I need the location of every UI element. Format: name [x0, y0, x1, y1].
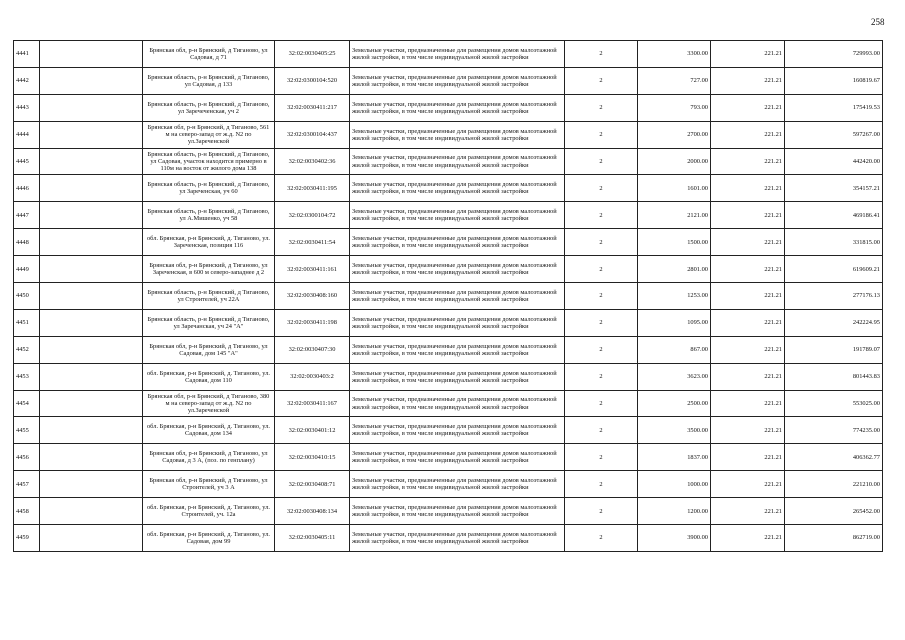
empty-cell: [40, 444, 143, 471]
table-row: [14, 363, 883, 390]
category-cell: 2: [565, 471, 638, 498]
row-number: 4458: [14, 498, 40, 525]
cadastral-value-cell: 221210.00: [785, 471, 883, 498]
rate-cell: 221.21: [711, 417, 785, 444]
row-number: 4453: [14, 363, 40, 390]
cadastral-value-cell: 774235.00: [785, 417, 883, 444]
area-cell: 727.00: [638, 67, 711, 94]
permitted-use-cell: Земельные участки, предназначенные для размещения домов малоэтажной жилой застройки, в том числе индивидуальной жилой застройки: [350, 283, 565, 310]
address-cell: Брянская обл, р-н Брянский, д Тиганово, ул Садовая, д 3 А, (поз. по генплану): [143, 444, 275, 471]
empty-cell: [40, 309, 143, 336]
empty-cell: [40, 256, 143, 283]
category-cell: 2: [565, 444, 638, 471]
empty-cell: [40, 121, 143, 148]
address-cell: Брянская обл, р-н Брянский, д Тиганово, 380 м на северо-запад от ж.д. N2 по ул.Зареченской: [143, 390, 275, 417]
area-cell: 3300.00: [638, 41, 711, 68]
row-number: 4459: [14, 525, 40, 552]
address-cell: Брянская обл, р-н Брянский, д Тиганово, 561 м на северо-запад от ж.д. N2 по ул.Зареченской: [143, 121, 275, 148]
cadastral-value-cell: 469186.41: [785, 202, 883, 229]
table-row: [14, 148, 883, 175]
table-row: [14, 309, 883, 336]
permitted-use-cell: Земельные участки, предназначенные для размещения домов малоэтажной жилой застройки, в том числе индивидуальной жилой застройки: [350, 525, 565, 552]
empty-cell: [40, 417, 143, 444]
empty-cell: [40, 283, 143, 310]
cadastral-number-cell: 32:02:0030405:25: [275, 41, 350, 68]
area-cell: 3623.00: [638, 363, 711, 390]
row-number: 4448: [14, 229, 40, 256]
empty-cell: [40, 148, 143, 175]
cadastral-value-cell: 175419.53: [785, 94, 883, 121]
table-row: [14, 94, 883, 121]
cadastral-number-cell: 32:02:0030401:12: [275, 417, 350, 444]
table-row: [14, 41, 883, 68]
row-number: 4442: [14, 67, 40, 94]
area-cell: 2700.00: [638, 121, 711, 148]
permitted-use-cell: Земельные участки, предназначенные для размещения домов малоэтажной жилой застройки, в том числе индивидуальной жилой застройки: [350, 67, 565, 94]
empty-cell: [40, 94, 143, 121]
rate-cell: 221.21: [711, 148, 785, 175]
cadastral-value-cell: 729993.00: [785, 41, 883, 68]
table-row: [14, 121, 883, 148]
row-number: 4449: [14, 256, 40, 283]
area-cell: 3900.00: [638, 525, 711, 552]
row-number: 4443: [14, 94, 40, 121]
area-cell: 2000.00: [638, 148, 711, 175]
rate-cell: 221.21: [711, 471, 785, 498]
rate-cell: 221.21: [711, 121, 785, 148]
cadastral-value-cell: 331815.00: [785, 229, 883, 256]
table-row: [14, 175, 883, 202]
category-cell: 2: [565, 336, 638, 363]
empty-cell: [40, 336, 143, 363]
table-row: [14, 283, 883, 310]
cadastral-number-cell: 32:02:0030411:198: [275, 309, 350, 336]
permitted-use-cell: Земельные участки, предназначенные для размещения домов малоэтажной жилой застройки, в том числе индивидуальной жилой застройки: [350, 471, 565, 498]
empty-cell: [40, 229, 143, 256]
area-cell: 1000.00: [638, 471, 711, 498]
category-cell: 2: [565, 309, 638, 336]
address-cell: Брянская область, р-н Брянский, д Тиганово, ул Строителей, уч 22А: [143, 283, 275, 310]
cadastral-number-cell: 32:02:0030408:160: [275, 283, 350, 310]
cadastral-number-cell: 32:02:0030411:54: [275, 229, 350, 256]
cadastral-number-cell: 32:02:0030403:2: [275, 363, 350, 390]
table-row: [14, 444, 883, 471]
permitted-use-cell: Земельные участки, предназначенные для размещения домов малоэтажной жилой застройки, в том числе индивидуальной жилой застройки: [350, 94, 565, 121]
area-cell: 2500.00: [638, 390, 711, 417]
row-number: 4447: [14, 202, 40, 229]
address-cell: обл. Брянская, р-н Брянский, д. Тиганово, ул. Зареченская, позиция 116: [143, 229, 275, 256]
permitted-use-cell: Земельные участки, предназначенные для размещения домов малоэтажной жилой застройки, в том числе индивидуальной жилой застройки: [350, 41, 565, 68]
address-cell: Брянская область, р-н Брянский, д Тиганово, ул Заречеченская, уч 2: [143, 94, 275, 121]
cadastral-number-cell: 32:02:0030407:30: [275, 336, 350, 363]
rate-cell: 221.21: [711, 336, 785, 363]
table-row: [14, 471, 883, 498]
row-number: 4450: [14, 283, 40, 310]
empty-cell: [40, 471, 143, 498]
permitted-use-cell: Земельные участки, предназначенные для размещения домов малоэтажной жилой застройки, в том числе индивидуальной жилой застройки: [350, 121, 565, 148]
area-cell: 1200.00: [638, 498, 711, 525]
permitted-use-cell: Земельные участки, предназначенные для размещения домов малоэтажной жилой застройки, в том числе индивидуальной жилой застройки: [350, 229, 565, 256]
cadastral-value-cell: 265452.00: [785, 498, 883, 525]
permitted-use-cell: Земельные участки, предназначенные для размещения домов малоэтажной жилой застройки, в том числе индивидуальной жилой застройки: [350, 202, 565, 229]
category-cell: 2: [565, 229, 638, 256]
address-cell: Брянская область, р-н Брянский, д Тиганово, ул Заречанская, уч 24 "А": [143, 309, 275, 336]
cadastral-number-cell: 32:02:0300104:437: [275, 121, 350, 148]
area-cell: 1837.00: [638, 444, 711, 471]
cadastral-value-cell: 801443.83: [785, 363, 883, 390]
area-cell: 3500.00: [638, 417, 711, 444]
area-cell: 867.00: [638, 336, 711, 363]
address-cell: Брянская область, р-н Брянский, д Тиганово, ул Садовая, д 133: [143, 67, 275, 94]
cadastral-number-cell: 32:02:0030405:11: [275, 525, 350, 552]
empty-cell: [40, 525, 143, 552]
address-cell: Брянская область, р-н Брянский, д Тиганово, ул А.Мишенко, уч 58: [143, 202, 275, 229]
rate-cell: 221.21: [711, 41, 785, 68]
cadastral-value-table: [13, 40, 883, 552]
category-cell: 2: [565, 498, 638, 525]
empty-cell: [40, 498, 143, 525]
address-cell: Брянская обл, р-н Брянский, д Тиганово, ул Садовая, д 71: [143, 41, 275, 68]
cadastral-value-cell: 191789.07: [785, 336, 883, 363]
cadastral-value-cell: 406362.77: [785, 444, 883, 471]
permitted-use-cell: Земельные участки, предназначенные для размещения домов малоэтажной жилой застройки, в том числе индивидуальной жилой застройки: [350, 256, 565, 283]
table-row: [14, 229, 883, 256]
address-cell: Брянская обл, р-н Брянский, д Тиганово, ул Зареченская, в 600 м северо-западнее д 2: [143, 256, 275, 283]
table-row: [14, 417, 883, 444]
rate-cell: 221.21: [711, 202, 785, 229]
address-cell: обл. Брянская, р-н Брянский, д. Тиганово, ул. Садовая, дом 134: [143, 417, 275, 444]
cadastral-number-cell: 32:02:0030411:167: [275, 390, 350, 417]
cadastral-number-cell: 32:02:0030408:134: [275, 498, 350, 525]
row-number: 4445: [14, 148, 40, 175]
table-row: [14, 525, 883, 552]
rate-cell: 221.21: [711, 525, 785, 552]
rate-cell: 221.21: [711, 256, 785, 283]
rate-cell: 221.21: [711, 498, 785, 525]
address-cell: обл. Брянская, р-н Брянский, д. Тиганово, ул. Садовая, дом 99: [143, 525, 275, 552]
empty-cell: [40, 41, 143, 68]
address-cell: обл. Брянская, р-н Брянский, д. Тиганово, ул. Садовая, дом 110: [143, 363, 275, 390]
category-cell: 2: [565, 283, 638, 310]
page-number: 258: [871, 17, 885, 27]
rate-cell: 221.21: [711, 283, 785, 310]
address-cell: Брянская обл, р-н Брянский, д Тиганово, ул Садовая, дом 145 "А": [143, 336, 275, 363]
category-cell: 2: [565, 148, 638, 175]
cadastral-value-cell: 553025.00: [785, 390, 883, 417]
category-cell: 2: [565, 175, 638, 202]
rate-cell: 221.21: [711, 67, 785, 94]
permitted-use-cell: Земельные участки, предназначенные для размещения домов малоэтажной жилой застройки, в том числе индивидуальной жилой застройки: [350, 444, 565, 471]
cadastral-number-cell: 32:02:0030402:36: [275, 148, 350, 175]
category-cell: 2: [565, 417, 638, 444]
cadastral-value-cell: 354157.21: [785, 175, 883, 202]
permitted-use-cell: Земельные участки, предназначенные для размещения домов малоэтажной жилой застройки, в том числе индивидуальной жилой застройки: [350, 309, 565, 336]
permitted-use-cell: Земельные участки, предназначенные для размещения домов малоэтажной жилой застройки, в том числе индивидуальной жилой застройки: [350, 417, 565, 444]
category-cell: 2: [565, 525, 638, 552]
empty-cell: [40, 363, 143, 390]
permitted-use-cell: Земельные участки, предназначенные для размещения домов малоэтажной жилой застройки, в том числе индивидуальной жилой застройки: [350, 363, 565, 390]
permitted-use-cell: Земельные участки, предназначенные для размещения домов малоэтажной жилой застройки, в том числе индивидуальной жилой застройки: [350, 336, 565, 363]
cadastral-number-cell: 32:02:0030410:15: [275, 444, 350, 471]
address-cell: Брянская область, р-н Брянский, д Тиганово, ул Садовая, участок находится примерно в 110м на восток от жилого дома 138: [143, 148, 275, 175]
permitted-use-cell: Земельные участки, предназначенные для размещения домов малоэтажной жилой застройки, в том числе индивидуальной жилой застройки: [350, 498, 565, 525]
table-row: [14, 202, 883, 229]
empty-cell: [40, 390, 143, 417]
address-cell: Брянская обл, р-н Брянский, д Тиганово, ул Строителей, уч 3 А: [143, 471, 275, 498]
rate-cell: 221.21: [711, 229, 785, 256]
table-body: [14, 41, 883, 552]
row-number: 4441: [14, 41, 40, 68]
row-number: 4457: [14, 471, 40, 498]
row-number: 4456: [14, 444, 40, 471]
cadastral-value-cell: 160819.67: [785, 67, 883, 94]
rate-cell: 221.21: [711, 175, 785, 202]
table-row: [14, 498, 883, 525]
area-cell: 2121.00: [638, 202, 711, 229]
cadastral-number-cell: 32:02:0300104:520: [275, 67, 350, 94]
category-cell: 2: [565, 363, 638, 390]
category-cell: 2: [565, 121, 638, 148]
area-cell: 1601.00: [638, 175, 711, 202]
table-row: [14, 390, 883, 417]
address-cell: Брянская область, р-н Брянский, д Тиганово, ул Зареченская, уч 60: [143, 175, 275, 202]
area-cell: 1095.00: [638, 309, 711, 336]
rate-cell: 221.21: [711, 309, 785, 336]
cadastral-value-cell: 862719.00: [785, 525, 883, 552]
table-row: [14, 67, 883, 94]
table-row: [14, 256, 883, 283]
category-cell: 2: [565, 390, 638, 417]
row-number: 4454: [14, 390, 40, 417]
empty-cell: [40, 202, 143, 229]
row-number: 4455: [14, 417, 40, 444]
row-number: 4451: [14, 309, 40, 336]
cadastral-value-cell: 242224.95: [785, 309, 883, 336]
area-cell: 2801.00: [638, 256, 711, 283]
rate-cell: 221.21: [711, 94, 785, 121]
category-cell: 2: [565, 94, 638, 121]
table-row: [14, 336, 883, 363]
permitted-use-cell: Земельные участки, предназначенные для размещения домов малоэтажной жилой застройки, в том числе индивидуальной жилой застройки: [350, 390, 565, 417]
row-number: 4446: [14, 175, 40, 202]
empty-cell: [40, 67, 143, 94]
cadastral-number-cell: 32:02:0300104:72: [275, 202, 350, 229]
cadastral-number-cell: 32:02:0030411:161: [275, 256, 350, 283]
row-number: 4452: [14, 336, 40, 363]
cadastral-value-cell: 597267.00: [785, 121, 883, 148]
empty-cell: [40, 175, 143, 202]
category-cell: 2: [565, 67, 638, 94]
address-cell: обл. Брянская, р-н Брянский, д. Тиганово, ул. Строителей, уч. 12а: [143, 498, 275, 525]
category-cell: 2: [565, 256, 638, 283]
category-cell: 2: [565, 41, 638, 68]
area-cell: 1253.00: [638, 283, 711, 310]
area-cell: 1500.00: [638, 229, 711, 256]
rate-cell: 221.21: [711, 390, 785, 417]
cadastral-number-cell: 32:02:0030411:217: [275, 94, 350, 121]
rate-cell: 221.21: [711, 363, 785, 390]
area-cell: 793.00: [638, 94, 711, 121]
rate-cell: 221.21: [711, 444, 785, 471]
cadastral-value-cell: 442420.00: [785, 148, 883, 175]
cadastral-value-cell: 277176.13: [785, 283, 883, 310]
cadastral-number-cell: 32:02:0030408:71: [275, 471, 350, 498]
cadastral-number-cell: 32:02:0030411:195: [275, 175, 350, 202]
permitted-use-cell: Земельные участки, предназначенные для размещения домов малоэтажной жилой застройки, в том числе индивидуальной жилой застройки: [350, 148, 565, 175]
permitted-use-cell: Земельные участки, предназначенные для размещения домов малоэтажной жилой застройки, в том числе индивидуальной жилой застройки: [350, 175, 565, 202]
category-cell: 2: [565, 202, 638, 229]
cadastral-value-cell: 619609.21: [785, 256, 883, 283]
row-number: 4444: [14, 121, 40, 148]
